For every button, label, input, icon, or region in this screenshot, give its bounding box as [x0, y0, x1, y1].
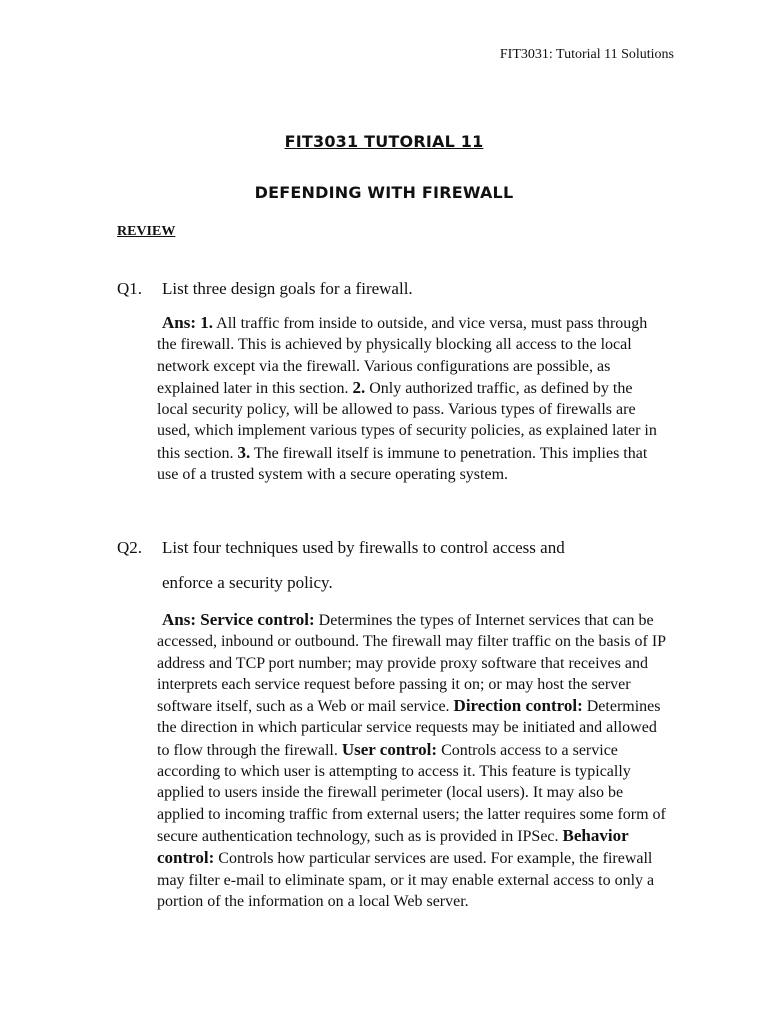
answer-term: User control:: [341, 739, 438, 759]
answer-text: Only authorized traffic, as defined by the local security policy, will be allowed to pass. Various types of firewalls are used, which implement various types of security policies, as explained later in this section.: [157, 379, 657, 462]
answer-term: Behavior control:: [157, 825, 629, 868]
answer-term: Direction control:: [453, 696, 583, 716]
answer-text: The firewall itself is immune to penetration. This implies that use of a trusted system with a secure operating system.: [157, 444, 648, 484]
answer-label: Ans: Service control:: [162, 610, 315, 629]
answer-point-number: 3.: [237, 442, 251, 462]
question-text: List three design goals for a firewall.: [162, 279, 413, 298]
page-subtitle: DEFENDING WITH FIREWALL: [254, 183, 514, 202]
answer-text: Controls access to a service according to which user is attempting to access it. This feature is typically applied to users inside the firewall perimeter (local users). It may also be applied to incoming traffic from external users; the latter requires some form of secure authentication technology, such as is provided in IPSec.: [157, 741, 666, 845]
question-2-line: [117, 530, 677, 565]
question-number: Q1.: [117, 279, 143, 298]
running-header: FIT3031: Tutorial 11 Solutions: [499, 47, 674, 62]
question-text: List four techniques used by firewalls to control access and: [162, 538, 565, 557]
answer-text: Determines the direction in which particular service requests may be initiated and allowed to flow through the firewall.: [157, 698, 661, 759]
question-number: Q2.: [117, 538, 143, 557]
answer-text: All traffic from inside to outside, and vice versa, must pass through the firewall. This is achieved by physically blocking all access to the local network except via the firewall. Various configurations are possible, as explained later in this section.: [157, 315, 648, 397]
answer-point-number: 2.: [352, 377, 366, 397]
question-2: [117, 530, 677, 600]
page-title: FIT3031 TUTORIAL 11: [284, 132, 484, 151]
section-label-review: REVIEW: [117, 224, 176, 239]
answer-text: Controls how particular services are used. For example, the firewall may filter e-mail to eliminate spam, or it may enable external access to only a portion of the information on a local Web server.: [157, 850, 655, 910]
answer-label: Ans: 1.: [162, 313, 214, 332]
answer-text: Determines the types of Internet services that can be accessed, inbound or outbound. The firewall may filter traffic on the basis of IP address and TCP port number; may provide proxy software that receives and interprets each service request before passing it on; or may host the server software itself, such as a Web or mail service.: [157, 612, 666, 716]
answer-1: [157, 312, 667, 485]
answer-2: [157, 609, 667, 912]
question-text-continued: enforce a security policy.: [162, 573, 333, 592]
question-1: [117, 271, 677, 306]
question-1-line: [117, 271, 677, 306]
